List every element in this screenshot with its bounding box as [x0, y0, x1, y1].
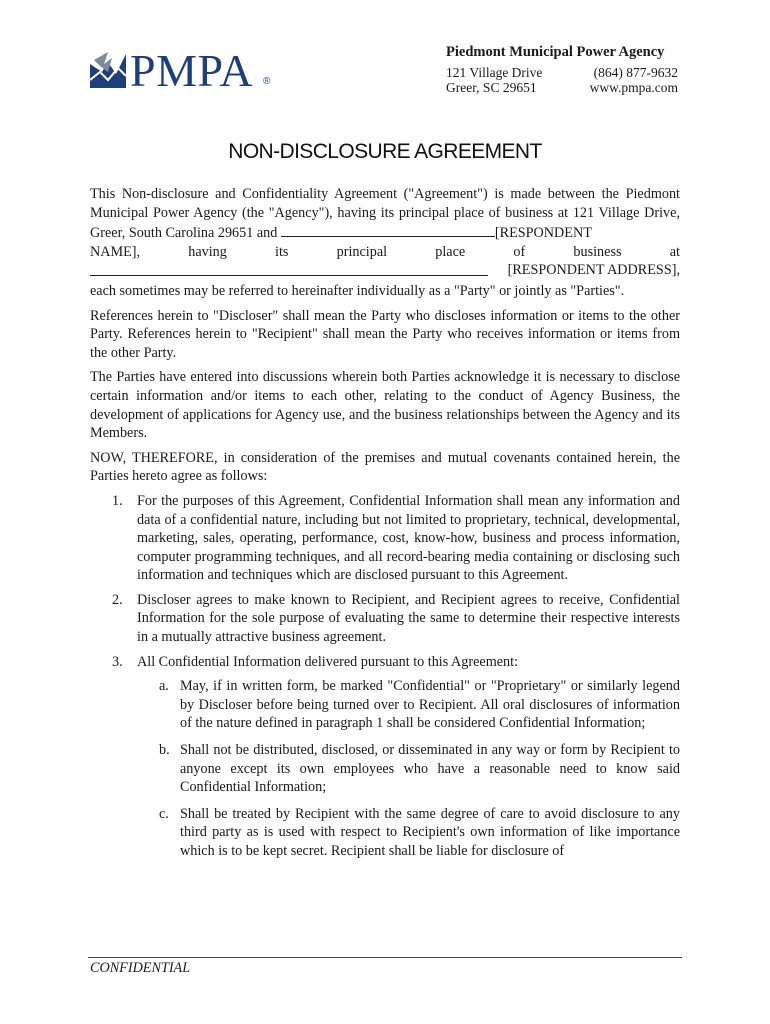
purpose-paragraph: The Parties have entered into discussions wherein both Parties acknowledge it is necessary to disclose certain information and/or items to each other, relating to the conduct of Agency Business, the development of applications for Agency use, and the business relationships between the Agency and its Members.: [90, 369, 680, 442]
definitions-paragraph: References herein to "Discloser" shall mean the Party who discloses information or items to the other Party. References herein to "Recipient" shall mean the Party who receives information or items from the other Party.: [90, 307, 680, 361]
address-line: [90, 261, 680, 282]
respondent-address-blank[interactable]: [90, 261, 488, 276]
intro-line-end: each sometimes may be referred to hereinafter individually as a "Party" or jointly as "Parties".: [90, 282, 625, 299]
footer-confidential: CONFIDENTIAL: [90, 960, 191, 976]
list-item: [90, 591, 680, 647]
document-title: NON-DISCLOSURE AGREEMENT: [228, 140, 542, 163]
sub-list-text: Shall not be distributed, disclosed, or disseminated in any way or form by Recipient to anyone except its own employees who have a reasonable need to know said Confidential Information;: [180, 742, 680, 796]
address-line-1: 121 Village Drive: [446, 65, 543, 80]
list-item: [90, 653, 680, 672]
sub-list-letter: a.: [159, 678, 169, 695]
list-number: 3.: [112, 653, 123, 670]
intro-word: its: [275, 243, 289, 260]
phone: (864) 877-9632: [593, 65, 678, 80]
respondent-name-label: [RESPONDENT: [494, 225, 592, 242]
list-item: [90, 492, 680, 585]
sub-list-text: May, if in written form, be marked "Confidential" or "Proprietary" or similarly legend by Discloser before being turned over to Recipient. All oral disclosures of information of the nature defined in paragraph 1 shall be considered Confidential Information;: [180, 678, 680, 732]
pmpa-logo: [88, 46, 278, 96]
lightning-mountain-icon: [88, 50, 128, 90]
list-number: 1.: [112, 492, 123, 509]
footer-divider: [88, 957, 682, 958]
list-text: Discloser agrees to make known to Recipient, and Recipient agrees to receive, Confidential Information for the sole purpose of evaluating the same to determine their respective interests in a mutually attractive business agreement.: [137, 591, 680, 646]
sub-list-item: [137, 741, 680, 797]
sub-list-text: Shall be treated by Recipient with the same degree of care to avoid disclosure to any third party as is used with respect to Recipient's own information of like importance which is to be kept secret. Recipient shall be liable for disclosure of: [180, 805, 680, 859]
intro-paragraph: [90, 185, 680, 301]
list-text: All Confidential Information delivered pursuant to this Agreement:: [137, 653, 519, 670]
intro-line-1: This Non-disclosure and Confidentiality Agreement ("Agreement") is made between the Piedmont Municipal Power Agency (the "Agency"), having its principal place of business at 121 Village Drive, Greer, South Carolina 29651 and: [90, 186, 680, 242]
sub-list-item: [137, 805, 680, 861]
sub-list-letter: b.: [159, 742, 170, 759]
intro-word: business: [573, 243, 622, 260]
sub-list-letter: c.: [159, 805, 169, 822]
therefore-paragraph: NOW, THEREFORE, in consideration of the premises and mutual covenants contained herein, the Parties hereto agree as follows:: [90, 449, 680, 485]
org-info: [446, 45, 686, 95]
intro-word: of: [513, 243, 526, 260]
intro-word: at: [669, 243, 680, 260]
respondent-address-label: [RESPONDENT ADDRESS],: [507, 262, 680, 279]
sub-list-item: [137, 677, 680, 733]
intro-spread-line: [90, 243, 680, 262]
intro-word: principal: [336, 243, 388, 260]
numbered-list: [90, 492, 680, 671]
address-line-2: Greer, SC 29651: [446, 80, 537, 95]
website-link[interactable]: www.pmpa.com: [589, 80, 678, 95]
agreement-body: [90, 185, 680, 869]
intro-word: place: [435, 243, 466, 260]
org-row-2: [446, 80, 678, 95]
list-text: For the purposes of this Agreement, Confidential Information shall mean any information and data of a confidential nature, including but not limited to proprietary, technical, developmental, marketing, sales, operating, performance, cost, know-how, business and process information, computer programming techniques, and all record-bearing media containing or disclosing such information and techniques which are disclosed pursuant to this Agreement.: [137, 492, 680, 584]
org-name: Piedmont Municipal Power Agency: [446, 44, 665, 60]
list-number: 2.: [112, 591, 123, 608]
sub-list: [90, 677, 680, 860]
registered-mark: ®: [263, 76, 271, 87]
respondent-name-blank[interactable]: [281, 222, 495, 237]
intro-word: NAME],: [90, 243, 141, 260]
intro-word: having: [188, 243, 227, 260]
org-row-1: [446, 65, 678, 80]
logo-wordmark: PMPA: [130, 45, 254, 96]
